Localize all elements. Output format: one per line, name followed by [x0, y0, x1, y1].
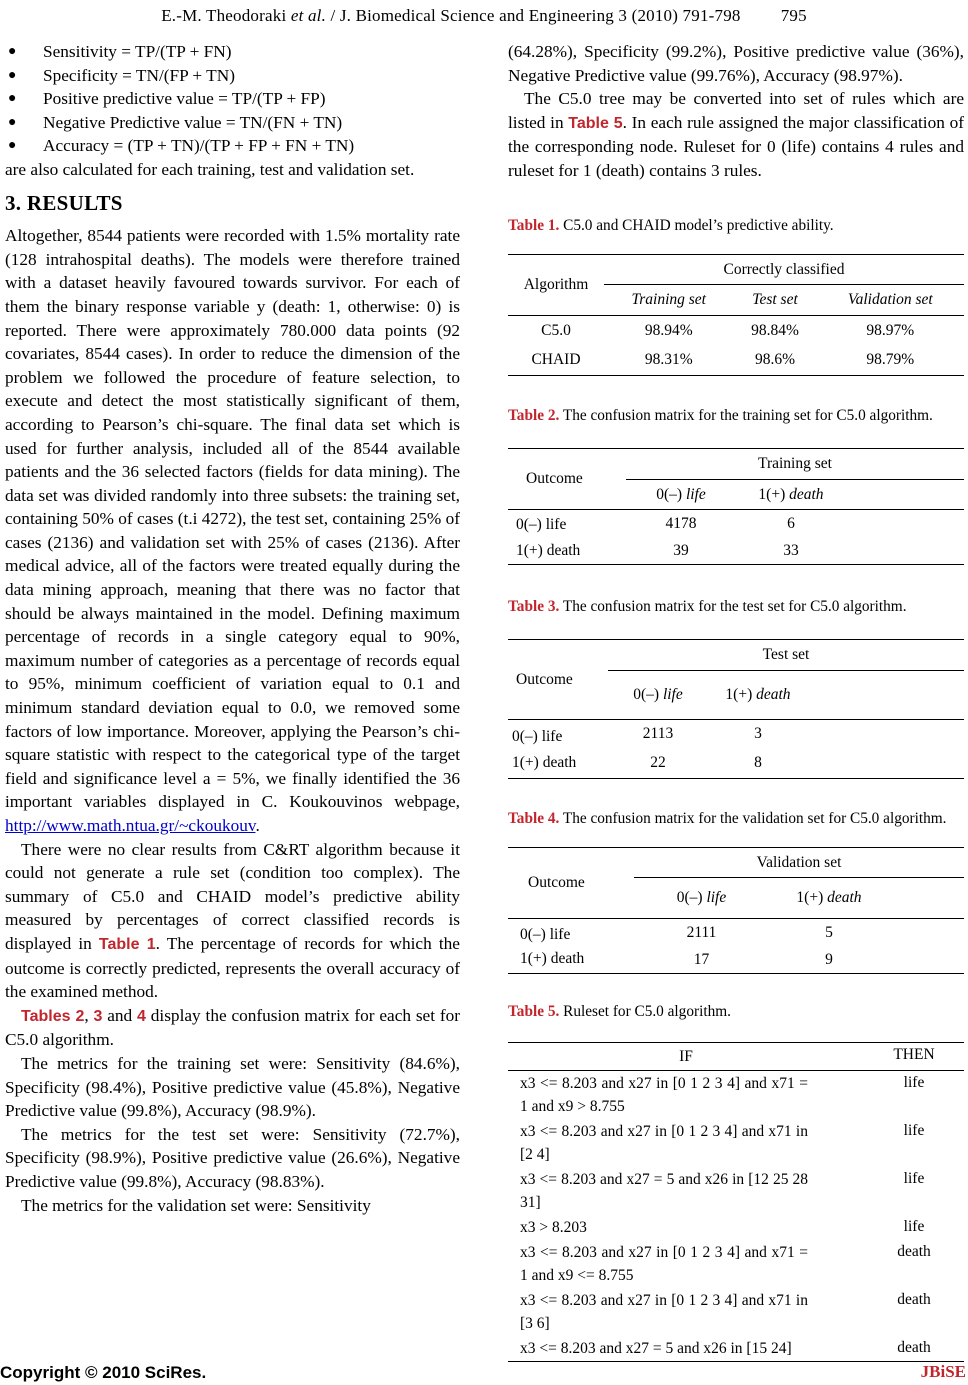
table-row: 1(+) death 17 9 [508, 946, 964, 973]
table-row: CHAID 98.31% 98.6% 98.79% [508, 345, 964, 375]
table-header: Test set [608, 640, 964, 671]
table-header: Test set [752, 291, 798, 309]
list-item: ● Accuracy = (TP + TN)/(TP + FP + FN + TN) [5, 134, 460, 158]
section-title: 3. RESULTS [5, 190, 123, 215]
table-row: x3 <= 8.203 and x27 in [0 1 2 3 4] and x71 = 1 and x9 > 8.755 life [520, 1074, 925, 1116]
table-row: x3 <= 8.203 and x27 in [0 1 2 3 4] and x71 = 1 and x9 <= 8.755 death [520, 1243, 931, 1285]
list-item: ● Sensitivity = TP/(TP + FN) [5, 40, 460, 64]
table-1-reference[interactable]: Table 1 [98, 935, 156, 953]
bullet-icon: ● [8, 44, 17, 59]
table-4-caption: Table 4. The confusion matrix for the validation set for C5.0 algorithm. [508, 809, 947, 827]
bullet-icon: ● [8, 91, 17, 107]
list-item: ● Specificity = TN/(FP + TN) [5, 64, 460, 88]
table-row: C5.0 98.94% 98.84% 98.97% [541, 321, 915, 339]
table-header: Outcome [528, 873, 585, 891]
table-header: 0(–) life [676, 889, 727, 907]
metrics-list [5, 40, 460, 158]
table-5-reference[interactable]: Table 5 [568, 114, 623, 132]
table-header: Training set [626, 448, 964, 479]
table-row: 1(+) death 22 8 [508, 748, 964, 778]
copyright-notice: Copyright © 2010 SciRes. [0, 1363, 207, 1382]
table-header: 0(–) life [633, 685, 683, 703]
table-5 [508, 1042, 964, 1362]
table-header: Algorithm [523, 275, 589, 293]
table-row: 1(+) death 39 33 [508, 537, 964, 565]
table-header: Outcome [526, 470, 583, 488]
paragraph: There were no clear results from C&RT algorithm because it could not generate a rule set (condition too complex). The summary of C5.0 and CHAID model’s predictive ability measured by percentages of correct classified records is displayed in Table 1. The percentage of records for which the outcome is correctly predicted, represents the overall accuracy of the examined method. [5, 839, 460, 1002]
list-item: ● Positive predictive value = TP/(TP + FP) [5, 87, 460, 111]
table-2 [508, 448, 964, 565]
paragraph: (64.28%), Specificity (99.2%), Positive predictive value (36%), Negative Predictive value (99.76%), Accuracy (98.97%). [508, 42, 964, 85]
left-column [5, 40, 460, 1217]
bullet-icon: ● [8, 67, 17, 83]
header-page-number: 795 [780, 6, 807, 25]
table-header: Validation set [847, 291, 933, 309]
table-header: Training set [631, 291, 706, 309]
paragraph: The metrics for the training set were: Sensitivity (84.6%), Specificity (98.4%), Positive predictive value (45.8%), Negative Predictive value (99.8%), Accuracy (98.9%). [5, 1053, 460, 1121]
after-bullets-text: are also calculated for each training, test and validation set. [5, 159, 415, 179]
table-4 [508, 847, 964, 974]
table-header: 0(–) life [656, 485, 706, 503]
table-header: Correctly classified [604, 254, 964, 285]
paragraph: The C5.0 tree may be converted into set of rules which are listed in Table 5. In each rule assigned the major classification of the corresponding node. Ruleset for 0 (life) contains 4 rules and ruleset for 1 (death) contains 3 rules. [508, 89, 964, 180]
paragraph: Tables 2, 3 and 4 display the confusion matrix for each set for C5.0 algorithm. [5, 1005, 461, 1050]
table-4-reference[interactable]: 4 [137, 1007, 146, 1025]
table-1 [508, 254, 964, 376]
table-header: THEN [893, 1046, 935, 1064]
running-header [0, 6, 968, 26]
paragraph: The metrics for the test set were: Sensitivity (72.7%), Specificity (98.9%), Positive predictive value (26.6%), Negative Predictive value (99.8%), Accuracy (98.83%). [5, 1124, 460, 1191]
bullet-icon: ● [8, 138, 17, 154]
koukouvinos-link[interactable]: http://www.math.ntua.gr/~ckoukouv [5, 816, 256, 835]
journal-abbreviation: JBiSE [920, 1362, 966, 1381]
table-2-reference[interactable]: Tables 2 [21, 1007, 85, 1025]
table-5-caption: Table 5. Ruleset for C5.0 algorithm. [508, 1003, 731, 1021]
table-row: 0(–) life 4178 6 [516, 514, 795, 534]
paragraph: The metrics for the validation set were: Sensitivity [21, 1195, 371, 1215]
table-header: Validation set [634, 847, 964, 878]
table-header: IF [679, 1048, 693, 1066]
table-header: 1(+) death [758, 485, 824, 503]
header-et-al: et al. [290, 6, 327, 25]
table-1-caption: Table 1. C5.0 and CHAID model’s predictive ability. [508, 216, 834, 234]
header-authors: E.-M. Theodoraki [161, 6, 287, 25]
table-header: 1(+) death [796, 889, 862, 907]
table-header: 1(+) death [725, 685, 791, 703]
bullet-icon: ● [8, 114, 17, 130]
paragraph: Altogether, 8544 patients were recorded with 1.5% mortality rate (128 intrahospital deaths). The models were therefore trained with a dataset heavily favoured towards survivor. For each of them the binary response variable y (death: 1, otherwise: 0) is reported. There were approximately 780.000 data points (92 covariates, 8544 cases). In order to reduce the dimension of the problem we followed the procedure of feature selection, to execute and detect the most statistically significant of them, according to Pearson’s chi-square. The final data set which is used for further analysis, included all of the 8544 available patients and the 36 selected factors (fields for data mining). The data set was divided randomly into three subsets: the training set, containing 50% of cases (t.i 4272), the test set, containing 25% of cases (2136) and validation set with 25% of cases (2136). After medical advice, all of the factors were treated equally during the data mining approach, meaning that there was no factor that should be always maintained in the model. Defining maximum percentage of records in a single category equal to 90%, maximum number of categories as a percentage of records equal to 95%, minimum coefficient of variation equal to 0.1 and minimum standard deviation equal to 0.0, we removed some factors of low importance. Moreover, applying the Pearson’s chi-square statistic with respect to the categorical type of the target field and significance level a = 5%, we finally identified the 36 important variables displayed in C. Koukouvinos webpage, http://www.math.ntua.gr/~ckoukouv. [5, 226, 460, 835]
table-3-caption: Table 3. The confusion matrix for the test set for C5.0 algorithm. [508, 598, 907, 616]
list-item: ● Negative Predictive value = TN/(FN + TN) [5, 111, 460, 135]
right-column [508, 40, 964, 1362]
table-header: Outcome [516, 670, 573, 688]
table-row: 0(–) life 2111 5 [520, 923, 833, 943]
table-3-reference[interactable]: 3 [93, 1007, 103, 1025]
table-row: x3 <= 8.203 and x27 = 5 and x26 in [12 25 28 31] life [520, 1170, 925, 1212]
table-3 [508, 639, 964, 778]
table-row: x3 <= 8.203 and x27 = 5 and x26 in [15 24] death [508, 1336, 964, 1362]
table-row: 0(–) life 2113 3 [512, 725, 762, 745]
header-journal: / J. Biomedical Science and Engineering 3 (2010) 791-798 [330, 6, 741, 25]
table-row: x3 <= 8.203 and x27 in [0 1 2 3 4] and x71 in [2 4] life [520, 1122, 925, 1164]
table-row: x3 <= 8.203 and x27 in [0 1 2 3 4] and x71 in [3 6] death [520, 1291, 931, 1333]
table-row: x3 > 8.203 life [520, 1218, 925, 1237]
table-2-caption: Table 2. The confusion matrix for the training set for C5.0 algorithm. [508, 406, 933, 424]
